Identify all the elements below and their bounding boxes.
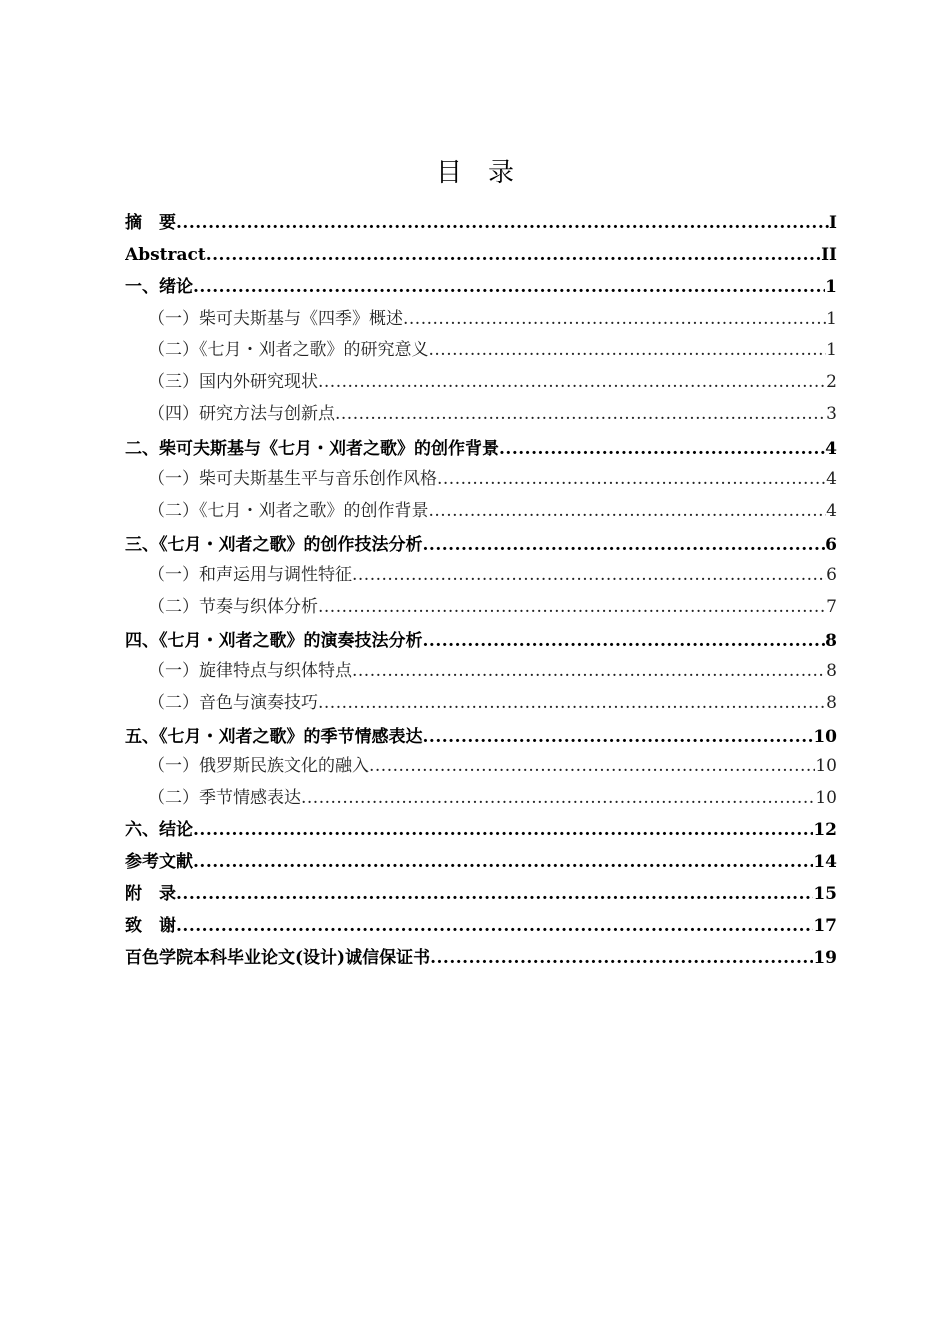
toc-entry-label: （二）《七月・刈者之歌》的研究意义 [148, 340, 429, 360]
toc-entry[interactable] [125, 309, 837, 329]
toc-dot-leader [318, 372, 826, 392]
toc-entry-label: （一）旋律特点与织体特点 [148, 661, 352, 681]
page-title: 目录 [435, 158, 540, 188]
toc-page-number: 6 [825, 535, 837, 555]
toc-entry-label: （三）国内外研究现状 [148, 372, 318, 392]
toc-page-number: 10 [815, 756, 837, 776]
toc-page-number: 14 [813, 852, 837, 872]
toc-page-number: 8 [825, 631, 837, 651]
toc-dot-leader [193, 852, 813, 872]
toc-page-number: 1 [825, 277, 837, 297]
toc-entry[interactable] [125, 245, 837, 265]
toc-entry-label: （一）俄罗斯民族文化的融入 [148, 756, 369, 776]
toc-page-number: I [829, 213, 837, 233]
toc-entry[interactable] [125, 501, 837, 521]
toc-entry[interactable] [125, 693, 837, 713]
toc-page-number: 19 [813, 948, 837, 968]
toc-dot-leader [429, 501, 827, 521]
toc-page-number: 1 [826, 309, 837, 329]
toc-page-number: 17 [813, 916, 837, 936]
toc-entry-label: 三、《七月・刈者之歌》的创作技法分析 [125, 535, 423, 555]
toc-entry[interactable] [125, 597, 837, 617]
toc-entry-label: 百色学院本科毕业论文(设计)诚信保证书 [125, 948, 431, 968]
toc-entry-label: （二）音色与演奏技巧 [148, 693, 318, 713]
toc-entry-label: 二、柴可夫斯基与《七月・刈者之歌》的创作背景 [125, 439, 499, 459]
toc-page-number: 15 [813, 884, 837, 904]
toc-entry-label: 五、《七月・刈者之歌》的季节情感表达 [125, 727, 423, 747]
toc-dot-leader [176, 916, 813, 936]
toc-entry[interactable] [125, 631, 837, 651]
toc-dot-leader [318, 597, 826, 617]
toc-entry[interactable] [125, 439, 837, 459]
toc-dot-leader [176, 884, 813, 904]
toc-entry[interactable] [125, 948, 837, 968]
toc-entry[interactable] [125, 565, 837, 585]
toc-dot-leader [429, 340, 827, 360]
toc-page-number: 6 [826, 565, 837, 585]
toc-entry-label: Abstract [125, 245, 206, 265]
toc-dot-leader [206, 245, 821, 265]
toc-page-number: 8 [826, 661, 837, 681]
toc-dot-leader [352, 565, 826, 585]
toc-entry-label: （四）研究方法与创新点 [148, 404, 335, 424]
toc-entry[interactable] [125, 820, 837, 840]
toc-dot-leader [437, 469, 826, 489]
toc-dot-leader [335, 404, 826, 424]
toc-dot-leader [403, 309, 826, 329]
toc-entry-label: 一、绪论 [125, 277, 193, 297]
toc-entry-label: 摘 要 [125, 213, 176, 233]
toc-page-number: 2 [826, 372, 837, 392]
toc-entry[interactable] [125, 916, 837, 936]
toc-entry[interactable] [125, 340, 837, 360]
toc-page-number: 4 [826, 501, 837, 521]
toc-page-number: 7 [826, 597, 837, 617]
toc-page-number: 1 [826, 340, 837, 360]
toc-entry[interactable] [125, 372, 837, 392]
toc-entry-label: 参考文献 [125, 852, 193, 872]
toc-page-number: 12 [813, 820, 837, 840]
toc-entry[interactable] [125, 213, 837, 233]
toc-entry[interactable] [125, 661, 837, 681]
toc-dot-leader [301, 788, 815, 808]
toc-entry[interactable] [125, 277, 837, 297]
toc-dot-leader [423, 631, 826, 651]
toc-entry[interactable] [125, 788, 837, 808]
toc-entry[interactable] [125, 535, 837, 555]
toc-entry-label: （二）节奏与织体分析 [148, 597, 318, 617]
toc-dot-leader [193, 820, 813, 840]
toc-entry[interactable] [125, 884, 837, 904]
toc-entry[interactable] [125, 756, 837, 776]
toc-entry[interactable] [125, 852, 837, 872]
toc-dot-leader [423, 727, 814, 747]
toc-entry-label: （一）柴可夫斯基与《四季》概述 [148, 309, 403, 329]
toc-entry-label: （二）《七月・刈者之歌》的创作背景 [148, 501, 429, 521]
toc-entry[interactable] [125, 727, 837, 747]
toc-entry-label: （一）柴可夫斯基生平与音乐创作风格 [148, 469, 437, 489]
toc-page-number: 4 [826, 469, 837, 489]
toc-page-number: 10 [815, 788, 837, 808]
toc-dot-leader [318, 693, 826, 713]
toc-dot-leader [369, 756, 815, 776]
toc-dot-leader [423, 535, 826, 555]
toc-page-number: 8 [826, 693, 837, 713]
toc-entry-label: 致 谢 [125, 916, 176, 936]
toc-dot-leader [499, 439, 825, 459]
toc-dot-leader [193, 277, 825, 297]
toc-entry[interactable] [125, 404, 837, 424]
toc-entry-label: 四、《七月・刈者之歌》的演奏技法分析 [125, 631, 423, 651]
toc-entry-label: （二）季节情感表达 [148, 788, 301, 808]
toc-entry-label: （一）和声运用与调性特征 [148, 565, 352, 585]
toc-entry-label: 附 录 [125, 884, 176, 904]
toc-entry[interactable] [125, 469, 837, 489]
toc-entry-label: 六、结论 [125, 820, 193, 840]
toc-dot-leader [430, 948, 813, 968]
toc-page-number: 10 [813, 727, 837, 747]
toc-page-number: II [821, 245, 837, 265]
toc-page-number: 4 [825, 439, 837, 459]
toc-dot-leader [176, 213, 829, 233]
toc-page-number: 3 [826, 404, 837, 424]
toc-dot-leader [352, 661, 826, 681]
